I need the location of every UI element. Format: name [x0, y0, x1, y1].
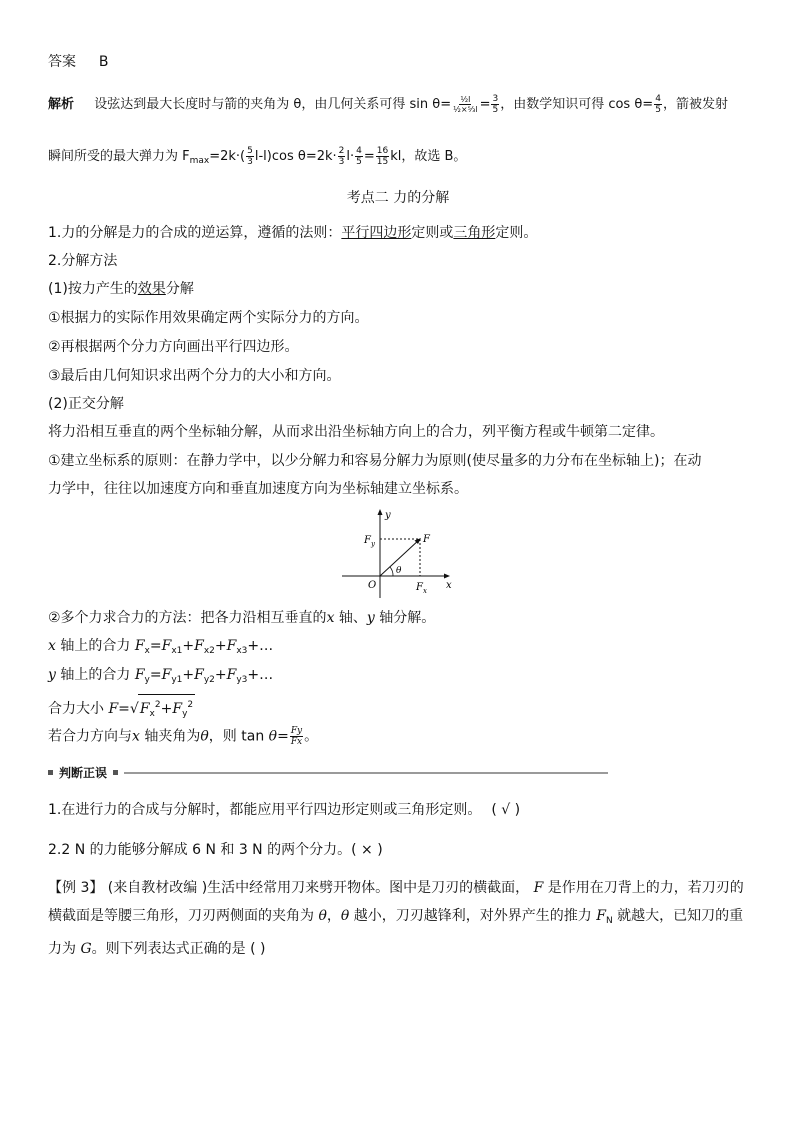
- section-title: 考点二 力的分解: [346, 190, 450, 206]
- y-axis-arrow: [378, 509, 383, 515]
- fraction: $\frac{4}{5}$: [655, 94, 661, 115]
- ortho-title: (2)正交分解: [48, 396, 124, 412]
- force-decomposition-figure: [340, 506, 460, 606]
- effect-title: (1)按力产生的效果分解: [48, 281, 194, 297]
- fraction: $\frac{\text{½l}}{\text{½×⁵⁄₃l}}$: [453, 95, 478, 114]
- theta-arc: [390, 567, 393, 576]
- ortho-desc: 将力沿相互垂直的两个坐标轴分解，从而求出沿坐标轴方向上的合力，列平衡方程或牛顿第二定律。: [48, 424, 664, 440]
- fx-line: x 轴上的合力 $F_x=F_{x1}+F_{x2}+F_{x3}+\dots$: [48, 638, 274, 656]
- step-2: ②再根据两个分力方向画出平行四边形。: [48, 339, 299, 355]
- fraction: $\frac{16}{15}$: [376, 146, 389, 167]
- judge-section-header: [48, 764, 608, 781]
- answer-line: [48, 52, 109, 72]
- judge-item-2: 2.2 N 的力能够分解成 6 N 和 3 N 的两个分力。( × ): [48, 842, 383, 858]
- rule-paragraph: 1.力的分解是力的合成的逆运算，遵循的法则：平行四边形定则或三角形定则。: [48, 225, 538, 241]
- analysis-line-1: 解析 设弦达到最大长度时与箭的夹角为 θ，由几何关系可得 sin θ= $\frac{\text{½l}}{\text{½×⁵⁄₃l}}$ = $\frac{3}{5}$ ，由数学知识可得 cos θ= $\frac{4}{5}$ ，箭被发射: [48, 94, 728, 115]
- multi-force-line: ②多个力求合力的方法：把各力沿相互垂直的x 轴、y 轴分解。: [48, 610, 436, 626]
- fraction: $\frac{4}{5}$: [356, 146, 362, 167]
- fraction: $\frac{5}{3}$: [247, 146, 253, 167]
- tan-line: 若合力方向与x 轴夹角为θ，则 tan θ= $\frac{Fy}{Fx}$ 。: [48, 726, 319, 747]
- label-theta: θ: [396, 566, 402, 576]
- fraction: $\frac{Fy}{Fx}$: [290, 726, 303, 747]
- fraction: $\frac{2}{3}$: [338, 146, 345, 167]
- analysis-line-2: 瞬间所受的最大弹力为 $F_{max}=2k\cdot$( $\frac{5}{3}$ l-l)cos θ=2k· $\frac{2}{3}$ l· $\frac{4}{5}$ = $\frac{16}{15}$ kl，故选 B。: [48, 146, 467, 167]
- label-Fy: $F_y$: [364, 535, 375, 548]
- fraction: $\frac{3}{5}$: [492, 94, 499, 115]
- example-3: 【例 3】 (来自教材改编 )生活中经常用刀来劈开物体。图中是刀刃的横截面， F 是作用在刀背上的力，若刀刃的横截面是等腰三角形，刀刃两侧面的夹角为 θ，θ 越小，刀刃越锋利，对外界产生的推力 $F_N$ 就越大，已知刀的重力为 G。则下列表达式正确的是 ( ): [48, 880, 744, 957]
- analysis-label: 解析: [48, 97, 75, 112]
- label-x: x: [446, 580, 452, 591]
- label-y: y: [385, 510, 391, 521]
- x-axis-arrow: [444, 574, 450, 579]
- label-Fx: $F_x$: [416, 582, 427, 595]
- principle-line-2: 力学中，往往以加速度方向和垂直加速度方向为坐标轴建立坐标系。: [48, 481, 468, 497]
- magnitude-line: 合力大小 $F=√F_x^2+F_y^2$: [48, 694, 195, 724]
- answer-value: B: [98, 54, 109, 70]
- label-F: F: [423, 534, 430, 545]
- bullet-square-icon: [113, 770, 118, 775]
- answer-label: 答案: [48, 54, 76, 70]
- label-O: O: [368, 580, 377, 591]
- step-1: ①根据力的实际作用效果确定两个实际分力的方向。: [48, 310, 369, 326]
- fy-line: y 轴上的合力 $F_y=F_{y1}+F_{y2}+F_{y3}+\dots$: [48, 667, 274, 685]
- bullet-square-icon: [48, 770, 53, 775]
- method-title: 2.分解方法: [48, 253, 118, 269]
- judge-label: 判断正误: [59, 766, 108, 780]
- principle-line-1: ①建立坐标系的原则：在静力学中，以少分解力和容易分解力为原则(使尽量多的力分布在坐标轴上)；在动: [48, 453, 702, 469]
- example-tag: 【例 3】: [48, 880, 104, 896]
- section-divider: [124, 772, 608, 774]
- step-3: ③最后由几何知识求出两个分力的大小和方向。: [48, 368, 341, 384]
- judge-item-1: 1.在进行力的合成与分解时，都能应用平行四边形定则或三角形定则。 ( √ ): [48, 802, 521, 818]
